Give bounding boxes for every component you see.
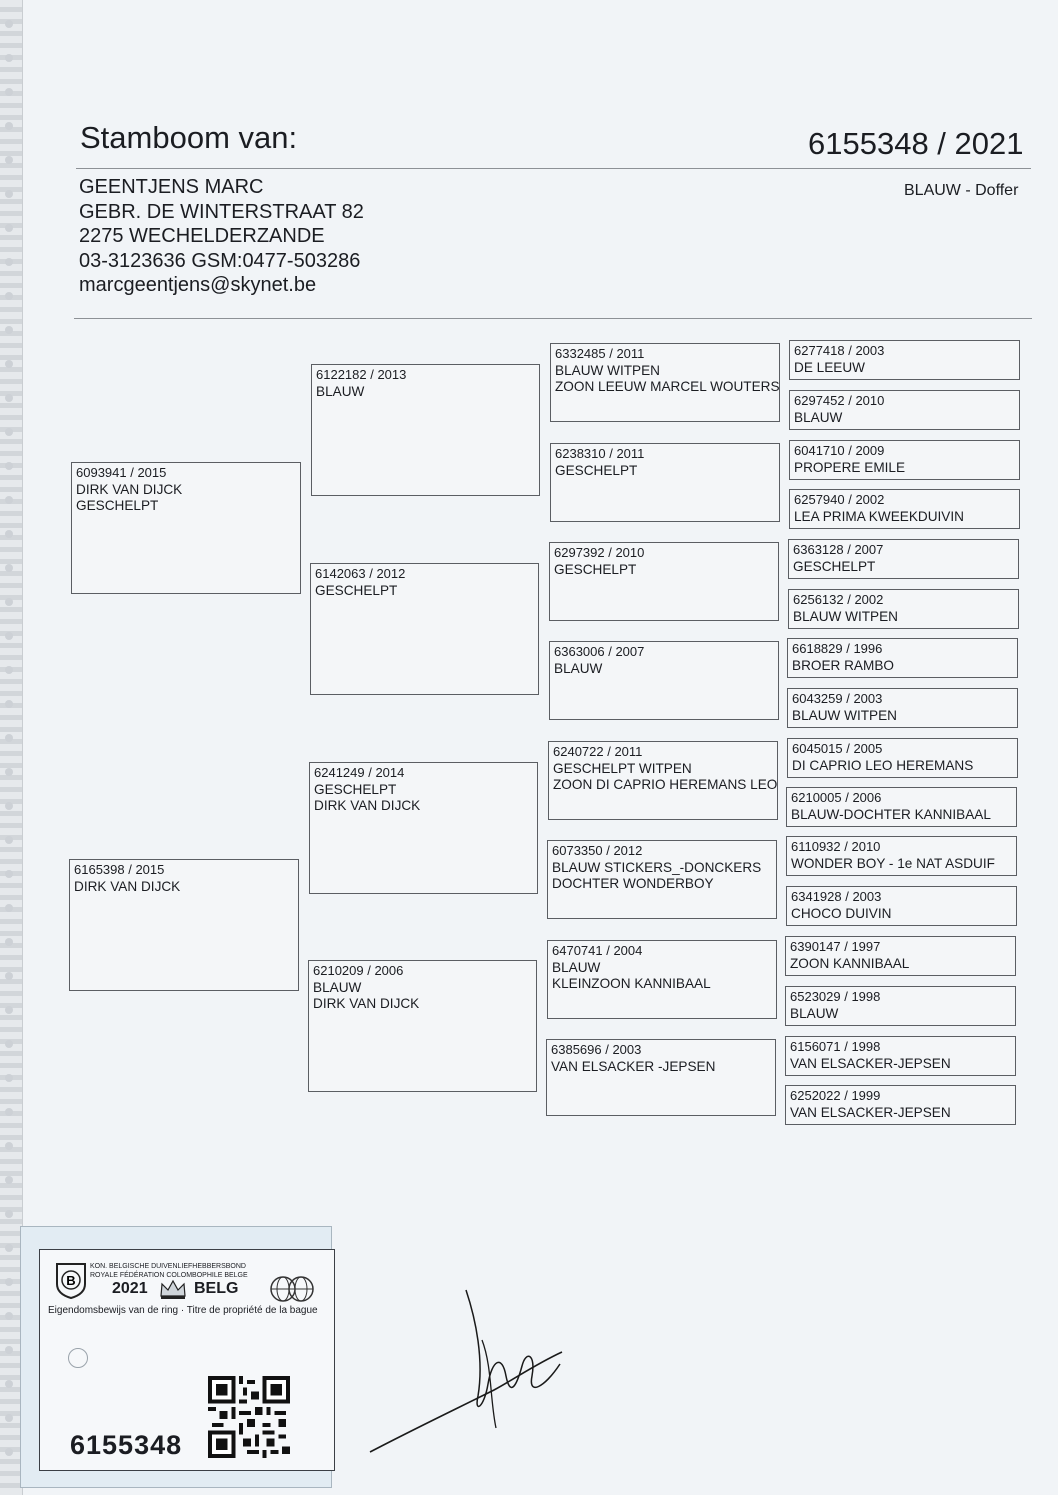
owner-address-block xyxy=(79,175,364,298)
owner-street: GEBR. DE WINTERSTRAAT 82 xyxy=(79,200,364,223)
box-ring: 6252022 / 1999 xyxy=(790,1088,881,1103)
perforation-hole xyxy=(5,904,13,912)
box-line: BLAUW xyxy=(554,660,603,676)
perforation-hole xyxy=(5,700,13,708)
box-ring: 6332485 / 2011 xyxy=(555,346,645,361)
box-line: BLAUW xyxy=(790,1005,839,1021)
perforation-hole xyxy=(5,598,13,606)
box-ring: 6297392 / 2010 xyxy=(554,545,645,560)
pigeon-ring-number: 6155348 / 2021 xyxy=(808,126,1024,161)
document-title: Stamboom van: xyxy=(80,120,298,155)
pedigree-box-great-great-grandparent xyxy=(785,986,1016,1026)
ring-year: 2021 xyxy=(112,1280,148,1297)
perforation-hole xyxy=(5,1346,13,1354)
perforation-hole xyxy=(5,292,13,300)
box-line: VAN ELSACKER -JEPSEN xyxy=(551,1058,716,1074)
box-line: BLAUW-DOCHTER KANNIBAAL xyxy=(791,806,991,822)
box-ring: 6043259 / 2003 xyxy=(792,691,883,706)
pedigree-box-great-grandparent xyxy=(547,940,777,1019)
box-ring: 6257940 / 2002 xyxy=(794,492,885,507)
pedigree-box-mother xyxy=(69,859,299,991)
box-line: ZOON LEEUW MARCEL WOUTERS xyxy=(555,379,780,394)
owner-name: GEENTJENS MARC xyxy=(79,176,264,198)
perforation-hole xyxy=(5,734,13,742)
box-ring: 6041710 / 2009 xyxy=(794,443,885,458)
address-divider xyxy=(74,318,1032,319)
box-ring: 6341928 / 2003 xyxy=(791,889,882,904)
box-ring: 6073350 / 2012 xyxy=(552,843,643,858)
box-line: BROER RAMBO xyxy=(792,657,894,673)
pedigree-box-great-great-grandparent xyxy=(789,489,1020,529)
pedigree-box-great-grandparent xyxy=(549,542,779,621)
owner-email: marcgeentjens@skynet.be xyxy=(79,274,317,296)
perforation-hole xyxy=(5,156,13,164)
pedigree-box-great-grandparent xyxy=(550,343,780,422)
box-ring: 6618829 / 1996 xyxy=(792,641,883,656)
perforation-hole xyxy=(5,1040,13,1048)
perforation-hole xyxy=(5,462,13,470)
perforation-hole xyxy=(5,1176,13,1184)
box-line: BLAUW WITPEN xyxy=(555,362,660,378)
box-line: BLAUW xyxy=(316,383,365,399)
box-ring: 6110932 / 2010 xyxy=(791,839,881,854)
owner-city: 2275 WECHELDERZANDE xyxy=(79,225,325,247)
box-ring: 6363128 / 2007 xyxy=(793,542,884,557)
perforation-hole xyxy=(5,530,13,538)
perforation-hole xyxy=(5,54,13,62)
pedigree-box-great-grandparent xyxy=(549,641,779,720)
box-line: PROPERE EMILE xyxy=(794,459,906,475)
perforation-hole xyxy=(5,428,13,436)
box-line: GESCHELPT xyxy=(76,498,159,513)
box-line: BLAUW STICKERS_-DONCKERS xyxy=(552,859,762,875)
box-ring: 6240722 / 2011 xyxy=(553,744,643,759)
pedigree-box-great-great-grandparent xyxy=(787,638,1018,678)
handwritten-signature xyxy=(366,1280,576,1460)
box-ring: 6241249 / 2014 xyxy=(314,765,405,780)
logo-letter: B xyxy=(66,1273,76,1288)
card-punch-hole xyxy=(68,1348,88,1368)
box-ring: 6256132 / 2002 xyxy=(793,592,884,607)
perforation-hole xyxy=(5,1074,13,1082)
pedigree-box-grandparent xyxy=(309,762,538,894)
perforation-hole xyxy=(5,394,13,402)
box-line: CHOCO DUIVIN xyxy=(791,905,892,921)
perforation-hole xyxy=(5,802,13,810)
perforation-hole xyxy=(5,1210,13,1218)
owner-phones: 03-3123636 GSM:0477-503286 xyxy=(79,249,361,272)
box-line: VAN ELSACKER-JEPSEN xyxy=(790,1055,951,1071)
pedigree-box-great-great-grandparent xyxy=(788,539,1019,579)
box-line: DOCHTER WONDERBOY xyxy=(552,876,714,891)
box-line: GESCHELPT WITPEN xyxy=(553,760,692,776)
perforation-hole xyxy=(5,666,13,674)
box-ring: 6238310 / 2011 xyxy=(555,446,645,461)
box-ring: 6470741 / 2004 xyxy=(552,943,643,958)
federation-logo-icon xyxy=(54,1260,88,1300)
perforation-hole xyxy=(5,870,13,878)
box-ring: 6390147 / 1997 xyxy=(790,939,881,954)
ring-country: BELG xyxy=(194,1280,239,1297)
pedigree-box-great-grandparent xyxy=(546,1039,776,1116)
ring-ownership-card xyxy=(20,1226,332,1488)
box-line: GESCHELPT xyxy=(555,462,638,478)
box-line: BLAUW WITPEN xyxy=(793,608,898,624)
box-ring: 6156071 / 1998 xyxy=(790,1039,881,1054)
pedigree-box-great-grandparent xyxy=(548,741,778,820)
box-line: VAN ELSACKER-JEPSEN xyxy=(790,1104,951,1120)
pedigree-box-great-great-grandparent xyxy=(789,390,1020,430)
box-ring: 6045015 / 2005 xyxy=(792,741,883,756)
pedigree-box-great-great-grandparent xyxy=(789,440,1020,480)
perforation-hole xyxy=(5,1312,13,1320)
pedigree-box-great-great-grandparent xyxy=(785,1085,1016,1125)
box-line: LEA PRIMA KWEEKDUIVIN xyxy=(794,508,964,524)
perforation-hole xyxy=(5,938,13,946)
perforation-hole xyxy=(5,190,13,198)
pedigree-box-great-grandparent xyxy=(550,443,780,522)
box-line: BLAUW WITPEN xyxy=(792,707,897,723)
box-line: DIRK VAN DIJCK xyxy=(76,481,183,497)
perforation-hole xyxy=(5,326,13,334)
box-ring: 6210209 / 2006 xyxy=(313,963,404,978)
box-line: DIRK VAN DIJCK xyxy=(313,996,420,1011)
perforation-hole xyxy=(5,768,13,776)
perforation-hole xyxy=(5,1380,13,1388)
perforation-hole xyxy=(5,224,13,232)
globe-pigeon-icon xyxy=(268,1274,316,1304)
box-ring: 6210005 / 2006 xyxy=(791,790,882,805)
pedigree-box-great-grandparent xyxy=(547,840,777,919)
pigeon-color-sex: BLAUW - Doffer xyxy=(904,182,1019,199)
perforation-hole xyxy=(5,1414,13,1422)
pedigree-box-great-great-grandparent xyxy=(788,589,1019,629)
pedigree-box-great-great-grandparent xyxy=(787,738,1018,778)
box-line: DIRK VAN DIJCK xyxy=(74,878,181,894)
box-line: GESCHELPT xyxy=(554,561,637,577)
federation-name-nl: KON. BELGISCHE DUIVENLIEFHEBBERSBOND xyxy=(90,1263,246,1270)
box-ring: 6385696 / 2003 xyxy=(551,1042,642,1057)
box-line: DI CAPRIO LEO HEREMANS xyxy=(792,757,974,773)
perforation-hole xyxy=(5,632,13,640)
box-line: BLAUW xyxy=(552,959,601,975)
pedigree-box-great-great-grandparent xyxy=(787,688,1018,728)
box-line: GESCHELPT xyxy=(315,582,398,598)
box-line: ZOON DI CAPRIO HEREMANS LEO xyxy=(553,777,778,792)
perforation-hole xyxy=(5,1244,13,1252)
box-ring: 6277418 / 2003 xyxy=(794,343,885,358)
box-line: WONDER BOY - 1e NAT ASDUIF xyxy=(791,855,995,871)
perforation-hole xyxy=(5,836,13,844)
box-line: DIRK VAN DIJCK xyxy=(314,798,421,813)
perforation-hole xyxy=(5,1108,13,1116)
ownership-title: Eigendomsbewijs van de ring · Titre de propriété de la bague xyxy=(48,1305,318,1316)
perforation-hole xyxy=(5,360,13,368)
box-ring: 6165398 / 2015 xyxy=(74,862,165,877)
perforation-hole xyxy=(5,258,13,266)
box-line: KLEINZOON KANNIBAAL xyxy=(552,976,711,991)
qr-code-icon xyxy=(208,1376,290,1458)
pedigree-box-great-great-grandparent xyxy=(786,886,1017,926)
box-line: BLAUW xyxy=(313,979,362,995)
box-line: GESCHELPT xyxy=(793,558,876,574)
pedigree-box-great-great-grandparent xyxy=(789,340,1020,380)
perforation-hole xyxy=(5,1278,13,1286)
card-ring-number: 6155348 xyxy=(70,1430,183,1460)
perforation-hole xyxy=(5,496,13,504)
crown-icon xyxy=(158,1278,188,1300)
pedigree-box-great-great-grandparent xyxy=(786,836,1017,876)
perforation-hole xyxy=(5,122,13,130)
header-divider xyxy=(76,168,1031,169)
pedigree-box-great-great-grandparent xyxy=(785,936,1016,976)
box-ring: 6297452 / 2010 xyxy=(794,393,885,408)
pedigree-box-great-great-grandparent xyxy=(785,1036,1016,1076)
perforation-hole xyxy=(5,1006,13,1014)
perforation-hole xyxy=(5,88,13,96)
box-line: GESCHELPT xyxy=(314,781,397,797)
perforation-hole xyxy=(5,972,13,980)
box-line: ZOON KANNIBAAL xyxy=(790,955,910,971)
perforation-hole xyxy=(5,1142,13,1150)
pedigree-box-grandparent xyxy=(310,563,539,695)
box-line: DE LEEUW xyxy=(794,359,866,375)
box-ring: 6122182 / 2013 xyxy=(316,367,407,382)
perforation-hole xyxy=(5,564,13,572)
perforation-hole xyxy=(5,1448,13,1456)
ring-card-inner xyxy=(39,1249,335,1471)
pedigree-box-grandparent xyxy=(311,364,540,496)
box-ring: 6523029 / 1998 xyxy=(790,989,881,1004)
box-ring: 6363006 / 2007 xyxy=(554,644,645,659)
box-ring: 6142063 / 2012 xyxy=(315,566,406,581)
box-line: BLAUW xyxy=(794,409,843,425)
pedigree-box-father xyxy=(71,462,301,594)
pedigree-box-grandparent xyxy=(308,960,537,1092)
perforation-hole xyxy=(5,20,13,28)
federation-name-fr: ROYALE FÉDÉRATION COLOMBOPHILE BELGE xyxy=(90,1272,248,1279)
box-ring: 6093941 / 2015 xyxy=(76,465,167,480)
pedigree-box-great-great-grandparent xyxy=(786,787,1017,827)
